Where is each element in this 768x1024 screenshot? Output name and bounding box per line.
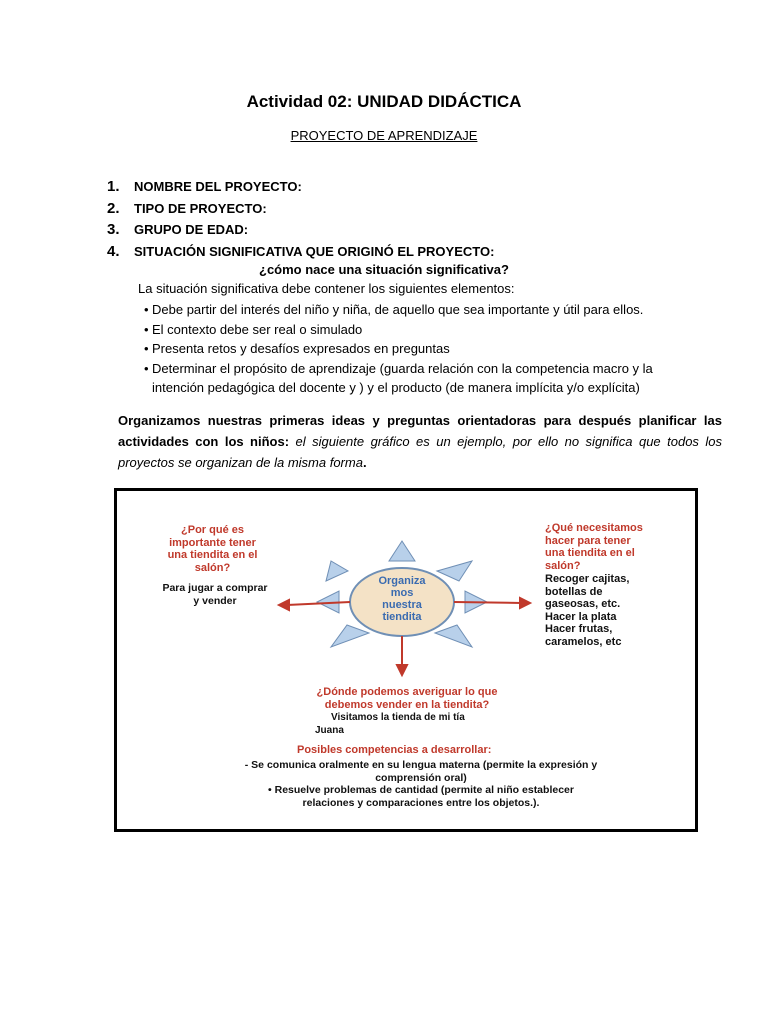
item-number: 2. bbox=[107, 199, 120, 217]
page-subtitle: PROYECTO DE APRENDIZAJE bbox=[290, 128, 478, 143]
question-line: una tiendita en el bbox=[167, 549, 258, 561]
sun-ray bbox=[326, 561, 348, 581]
center-line: nuestra bbox=[382, 599, 422, 611]
bullet-item: • Determinar el propósito de aprendizaje (guarda relación con la competencia macro y la intención pedagógica del docente y ) y el producto (de manera implícita y/o explícita) bbox=[144, 359, 684, 398]
center-label bbox=[350, 575, 454, 623]
bullet-text: El contexto debe ser real o simulado bbox=[152, 321, 363, 337]
question-line: ¿Por qué es bbox=[181, 524, 244, 536]
right-question bbox=[545, 522, 675, 572]
answer-line: Juana bbox=[315, 724, 344, 736]
bullet-item: • El contexto debe ser real o simulado bbox=[144, 320, 684, 340]
answer-line: Recoger cajitas, bbox=[545, 573, 630, 585]
page-title: Actividad 02: UNIDAD DIDÁCTICA bbox=[246, 92, 522, 111]
item-number: 3. bbox=[107, 221, 120, 239]
question-line: una tiendita en el bbox=[545, 547, 635, 559]
bottom-answer bbox=[315, 712, 575, 737]
bullet-list bbox=[144, 300, 684, 398]
arrow-right bbox=[454, 602, 522, 603]
competency-line: relaciones y comparaciones entre los objetos.). bbox=[302, 796, 540, 809]
list-item bbox=[107, 241, 494, 263]
arrowhead bbox=[397, 665, 407, 675]
paragraph-end: . bbox=[362, 455, 367, 470]
question-line: debemos vender en la tiendita? bbox=[324, 698, 490, 711]
answer-line: caramelos, etc bbox=[545, 635, 622, 648]
competencies-list bbox=[201, 759, 641, 809]
competency-line: • Resuelve problemas de cantidad (permite al niño establecer bbox=[268, 784, 574, 796]
list-item bbox=[107, 219, 494, 241]
paragraph-italic: el siguiente gráfico es un ejemplo, por ello no significa que todos los proyectos se organizan de la misma forma bbox=[118, 434, 722, 470]
bullet-text: Presenta retos y desafíos expresados en preguntas bbox=[152, 341, 450, 356]
answer-line: Hacer frutas, bbox=[545, 623, 613, 635]
sun-ray bbox=[389, 541, 415, 561]
center-line: Organiza bbox=[378, 575, 426, 587]
item-label: GRUPO DE EDAD: bbox=[134, 222, 249, 238]
left-answer bbox=[155, 582, 275, 607]
list-item bbox=[107, 198, 494, 220]
item-label: TIPO DE PROYECTO: bbox=[134, 200, 267, 216]
bullet-item: • Debe partir del interés del niño y niña, de aquello que sea importante y útil para ellos. bbox=[144, 300, 684, 320]
question-line: hacer para tener bbox=[545, 534, 631, 547]
bullet-text: Determinar el propósito de aprendizaje (guarda relación con la competencia macro y la intención pedagógica del docente y ) y el producto (de manera implícita y/o explícita) bbox=[152, 360, 653, 395]
item-label: SITUACIÓN SIGNIFICATIVA QUE ORIGINÓ EL PROYECTO: bbox=[134, 243, 495, 259]
arrowhead bbox=[279, 600, 289, 610]
sun-ray bbox=[331, 625, 369, 647]
bottom-question bbox=[277, 686, 537, 711]
center-line: mos bbox=[390, 587, 414, 599]
right-answer bbox=[545, 573, 675, 648]
bullet-item: • Presenta retos y desafíos expresados en preguntas bbox=[144, 339, 684, 359]
item-number: 1. bbox=[107, 178, 120, 196]
question-line: salón? bbox=[194, 561, 231, 574]
numbered-list bbox=[107, 176, 494, 262]
answer-line: Hacer la plata bbox=[545, 610, 617, 623]
question-line: importante tener bbox=[169, 536, 256, 549]
list-item bbox=[107, 176, 494, 198]
answer-line: Visitamos la tienda de mi tía bbox=[331, 712, 465, 723]
diagram-frame bbox=[114, 488, 698, 832]
situation-question: ¿cómo nace una situación significativa? bbox=[259, 262, 509, 277]
left-question bbox=[155, 524, 270, 574]
question-line: ¿Qué necesitamos bbox=[545, 522, 643, 534]
situation-intro: La situación significativa debe contener los siguientes elementos: bbox=[138, 281, 515, 296]
answer-line: y vender bbox=[193, 594, 237, 607]
competency-line: - Se comunica oralmente en su lengua materna (permite la expresión y bbox=[244, 759, 598, 771]
item-number: 4. bbox=[107, 242, 120, 260]
center-line: tiendita bbox=[382, 611, 422, 623]
paragraph-bold: Organizamos nuestras primeras ideas y preguntas orientadoras para después planificar las actividades con los niños: bbox=[118, 413, 722, 449]
competencies-title: Posibles competencias a desarrollar: bbox=[297, 744, 492, 756]
sun-ray bbox=[435, 625, 472, 647]
answer-line: botellas de bbox=[545, 585, 603, 598]
question-line: salón? bbox=[545, 559, 581, 572]
competency-line: comprensión oral) bbox=[375, 771, 467, 784]
answer-line: Para jugar a comprar bbox=[162, 582, 268, 594]
intro-paragraph bbox=[118, 410, 722, 473]
question-line: ¿Dónde podemos averiguar lo que bbox=[316, 686, 498, 698]
arrowhead bbox=[520, 598, 530, 608]
bullet-text: Debe partir del interés del niño y niña, de aquello que sea importante y útil para ellos. bbox=[152, 302, 644, 317]
item-label: NOMBRE DEL PROYECTO: bbox=[134, 179, 302, 195]
answer-line: gaseosas, etc. bbox=[545, 598, 621, 610]
